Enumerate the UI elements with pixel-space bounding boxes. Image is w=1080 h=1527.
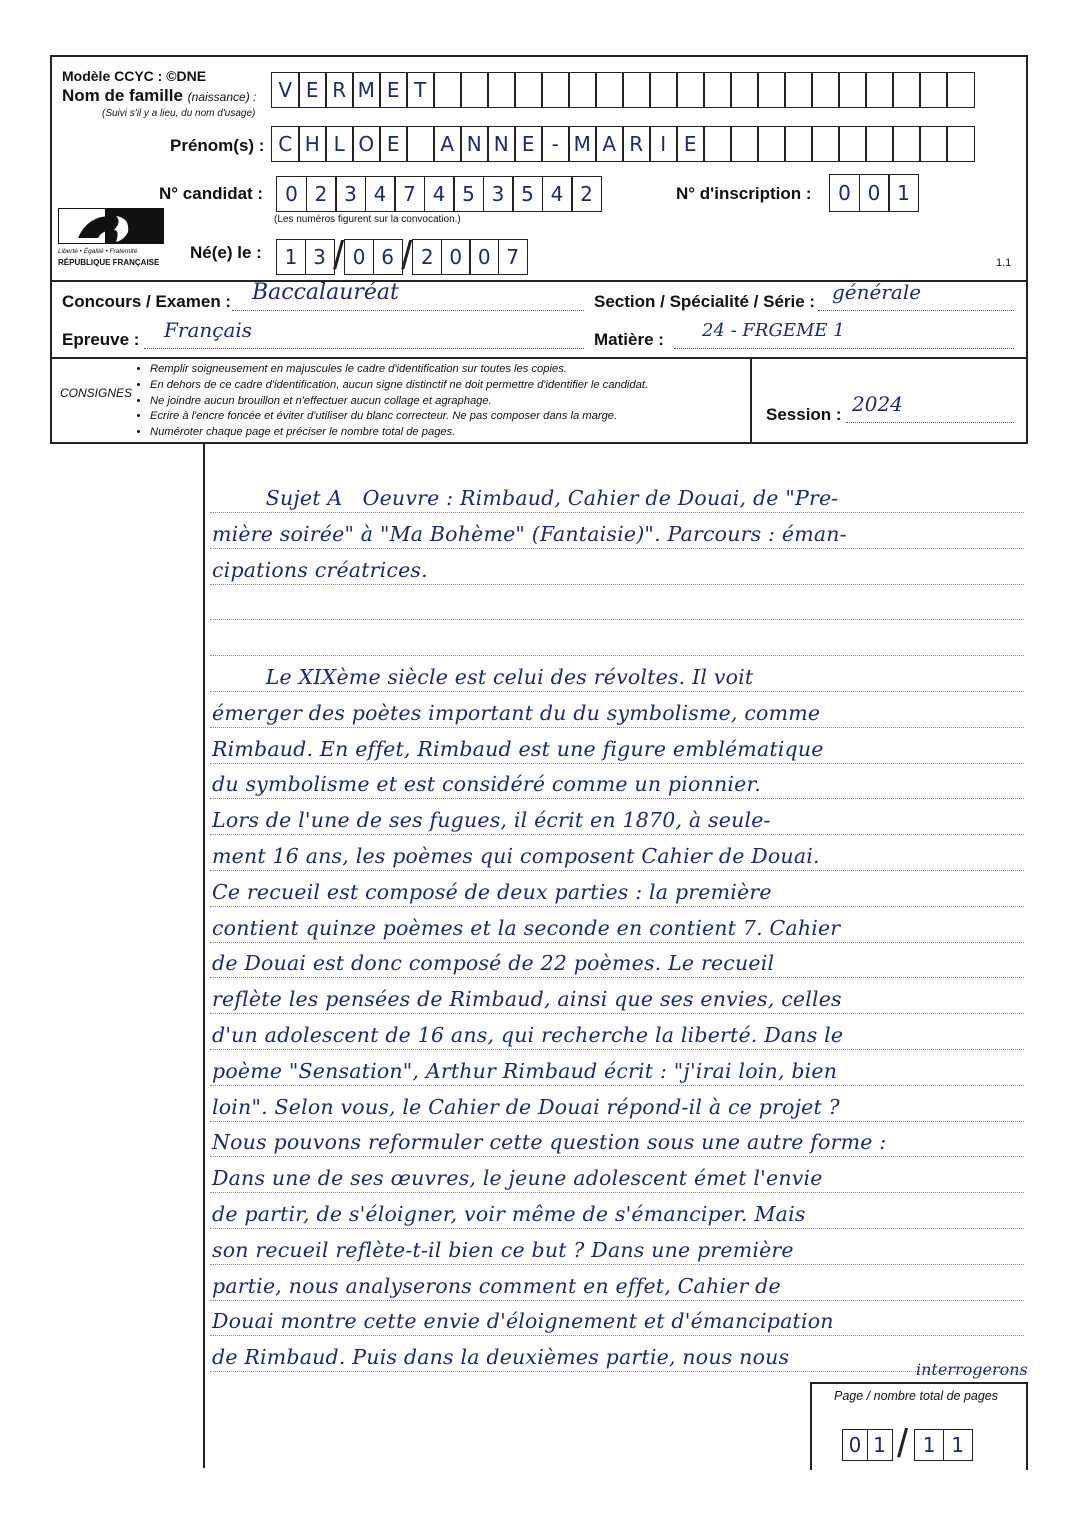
firstname-char-box[interactable] bbox=[406, 126, 435, 162]
consignes-divider bbox=[750, 357, 752, 444]
text-line bbox=[210, 1264, 1024, 1301]
firstname-char-box[interactable]: R bbox=[622, 126, 651, 162]
text-line bbox=[210, 512, 1024, 549]
family-name-boxes[interactable] bbox=[271, 72, 973, 108]
consigne-item: • Ne joindre aucun brouillon et n'effectuer aucun collage et agraphage. bbox=[150, 394, 648, 410]
family-name-char-box[interactable] bbox=[649, 72, 678, 108]
republic-logo bbox=[58, 208, 164, 244]
birth-month-box[interactable]: 6 bbox=[373, 239, 403, 275]
family-name-char-box[interactable]: M bbox=[352, 72, 381, 108]
text-line bbox=[210, 870, 1024, 907]
family-name-char-box[interactable] bbox=[892, 72, 921, 108]
text-line-content: d'un adolescent de 16 ans, qui recherche la liberté. Dans le bbox=[212, 1023, 844, 1047]
text-line-content: reflète les pensées de Rimbaud, ainsi que ses envies, celles bbox=[212, 987, 842, 1012]
form-version: 1.1 bbox=[996, 257, 1012, 269]
text-line-content: Rimbaud. En effet, Rimbaud est une figure emblématique bbox=[212, 736, 824, 761]
text-line-content: Sujet A Oeuvre : Rimbaud, Cahier de Douai, de "Pre- bbox=[212, 486, 839, 510]
page-counter-label: Page / nombre total de pages bbox=[834, 1389, 999, 1403]
total-pages-box[interactable]: 1 bbox=[943, 1429, 973, 1461]
birthdate-label: Né(e) le : bbox=[190, 243, 262, 262]
family-name-char-box[interactable] bbox=[568, 72, 597, 108]
firstname-char-box[interactable] bbox=[757, 126, 786, 162]
candidate-char-box[interactable]: 3 bbox=[335, 176, 366, 212]
firstname-char-box[interactable] bbox=[811, 126, 840, 162]
candidate-char-box[interactable]: 5 bbox=[453, 176, 484, 212]
text-line bbox=[210, 798, 1024, 835]
family-name-char-box[interactable]: V bbox=[271, 72, 300, 108]
text-line bbox=[210, 691, 1024, 728]
text-line-content: Lors de l'une de ses fugues, il écrit en 1870, à seule- bbox=[212, 808, 771, 833]
family-name-char-box[interactable]: T bbox=[406, 72, 435, 108]
candidate-note: (Les numéros figurent sur la convocation.) bbox=[274, 214, 461, 225]
left-margin-line bbox=[203, 444, 205, 1468]
text-line-content: ment 16 ans, les poèmes qui composent Cahier de Douai. bbox=[212, 844, 820, 868]
page-number-box[interactable]: 1 bbox=[867, 1429, 893, 1461]
inscription-char-box[interactable]: 1 bbox=[888, 174, 919, 212]
text-line-content: Le XIXème siècle est celui des révoltes. Il voit bbox=[212, 665, 754, 689]
consigne-item: • Numéroter chaque page et préciser le nombre total de pages. bbox=[150, 425, 648, 441]
text-line-content: mière soirée" à "Ma Bohème" (Fantaisie)". Parcours : éman- bbox=[212, 521, 847, 546]
consigne-item: • Ecrire à l'encre foncée et éviter d'utiliser du blanc correcteur. Ne pas composer dans la marge. bbox=[150, 409, 648, 425]
family-name-sublabel: (Suivi s'il y a lieu, du nom d'usage) bbox=[102, 108, 256, 119]
firstname-char-box[interactable]: L bbox=[325, 126, 354, 162]
total-pages-box[interactable]: 1 bbox=[914, 1429, 944, 1461]
family-name-char-box[interactable] bbox=[757, 72, 786, 108]
candidate-char-box[interactable]: 4 bbox=[542, 176, 573, 212]
family-name-char-box[interactable] bbox=[595, 72, 624, 108]
text-line bbox=[210, 941, 1024, 978]
text-line bbox=[210, 1335, 1024, 1372]
family-name-char-box[interactable] bbox=[730, 72, 759, 108]
family-name-char-box[interactable]: E bbox=[298, 72, 327, 108]
firstname-char-box[interactable] bbox=[946, 126, 975, 162]
text-line bbox=[210, 1085, 1024, 1122]
text-line-content: partie, nous analyserons comment en effet, Cahier de bbox=[212, 1273, 781, 1298]
family-name-char-box[interactable] bbox=[676, 72, 705, 108]
text-line bbox=[210, 1049, 1024, 1086]
candidate-char-box[interactable]: 2 bbox=[571, 176, 602, 212]
text-line-content: de Rimbaud. Puis dans la deuxièmes partie, nous nous bbox=[212, 1345, 790, 1370]
firstname-char-box[interactable] bbox=[838, 126, 867, 162]
text-line-content: contient quinze poèmes et la seconde en contient 7. Cahier bbox=[212, 915, 841, 940]
firstname-char-box[interactable]: M bbox=[568, 126, 597, 162]
family-name-char-box[interactable] bbox=[460, 72, 489, 108]
family-name-char-box[interactable] bbox=[541, 72, 570, 108]
text-line-content: Dans une de ses œuvres, le jeune adolescent émet l'envie bbox=[212, 1166, 823, 1191]
firstname-char-box[interactable]: E bbox=[379, 126, 408, 162]
consignes-list bbox=[136, 362, 648, 441]
epreuve-field[interactable]: Français bbox=[144, 324, 584, 349]
text-line bbox=[210, 476, 1024, 513]
overflow-word: interrogerons bbox=[916, 1360, 1028, 1379]
firstname-char-box[interactable]: - bbox=[541, 126, 570, 162]
candidate-char-box[interactable]: 3 bbox=[483, 176, 514, 212]
date-separator: / bbox=[401, 234, 413, 278]
inscription-number-boxes[interactable] bbox=[829, 174, 918, 212]
epreuve-label: Epreuve : bbox=[62, 330, 140, 349]
candidate-number-boxes[interactable] bbox=[276, 176, 601, 212]
birth-year-box[interactable]: 2 bbox=[412, 239, 442, 275]
candidate-char-box[interactable]: 4 bbox=[365, 176, 396, 212]
text-line-content: du symbolisme et est considéré comme un pionnier. bbox=[212, 772, 761, 797]
birth-month-box[interactable]: 0 bbox=[344, 239, 374, 275]
firstname-boxes[interactable] bbox=[271, 126, 973, 162]
family-name-char-box[interactable]: R bbox=[325, 72, 354, 108]
birthdate-field[interactable] bbox=[276, 234, 526, 279]
session-label: Session : bbox=[766, 405, 842, 424]
page-counter[interactable] bbox=[842, 1422, 971, 1467]
firstname-char-box[interactable]: N bbox=[487, 126, 516, 162]
firstname-char-box[interactable]: E bbox=[676, 126, 705, 162]
family-name-char-box[interactable] bbox=[919, 72, 948, 108]
family-name-char-box[interactable] bbox=[838, 72, 867, 108]
text-line-content: loin". Selon vous, le Cahier de Douai répond-il à ce projet ? bbox=[212, 1094, 840, 1119]
firstname-char-box[interactable] bbox=[919, 126, 948, 162]
firstname-char-box[interactable]: H bbox=[298, 126, 327, 162]
firstname-label: Prénom(s) : bbox=[170, 136, 265, 155]
inscription-char-box[interactable]: 0 bbox=[859, 174, 890, 212]
text-line-content: émerger des poètes important du du symbolisme, comme bbox=[212, 700, 821, 725]
family-name-char-box[interactable] bbox=[622, 72, 651, 108]
text-line bbox=[210, 619, 1024, 656]
text-line-content: poème "Sensation", Arthur Rimbaud écrit : "j'irai loin, bien bbox=[212, 1058, 838, 1083]
firstname-char-box[interactable] bbox=[865, 126, 894, 162]
consigne-item: • Remplir soigneusement en majuscules le cadre d'identification sur toutes les copies. bbox=[150, 362, 648, 378]
family-name-char-box[interactable] bbox=[514, 72, 543, 108]
firstname-char-box[interactable] bbox=[730, 126, 759, 162]
model-label: Modèle CCYC : ©DNE bbox=[62, 68, 207, 84]
firstname-char-box[interactable]: N bbox=[460, 126, 489, 162]
text-line bbox=[210, 583, 1024, 620]
republic-name: RÉPUBLIQUE FRANÇAISE bbox=[58, 258, 160, 267]
firstname-char-box[interactable]: E bbox=[514, 126, 543, 162]
family-name-char-box[interactable] bbox=[946, 72, 975, 108]
birth-year-box[interactable]: 7 bbox=[498, 239, 528, 275]
firstname-char-box[interactable]: A bbox=[595, 126, 624, 162]
text-line-content: de Douai est donc composé de 22 poèmes. Le recueil bbox=[212, 951, 775, 976]
candidate-char-box[interactable]: 4 bbox=[424, 176, 455, 212]
birth-year-box[interactable]: 0 bbox=[441, 239, 471, 275]
consignes-title: CONSIGNES bbox=[60, 386, 133, 400]
concours-field[interactable]: Baccalauréat bbox=[232, 286, 584, 311]
birth-day-box[interactable]: 1 bbox=[276, 239, 306, 275]
text-line bbox=[210, 1192, 1024, 1229]
concours-label: Concours / Examen : bbox=[62, 292, 232, 311]
firstname-char-box[interactable]: A bbox=[433, 126, 462, 162]
birth-year-box[interactable]: 0 bbox=[469, 239, 499, 275]
text-line-content: son recueil reflète-t-il bien ce but ? Dans une première bbox=[212, 1237, 794, 1262]
text-line bbox=[210, 655, 1024, 692]
family-name-char-box[interactable] bbox=[703, 72, 732, 108]
inscription-char-box[interactable]: 0 bbox=[829, 174, 860, 212]
section-field[interactable]: générale bbox=[818, 286, 1014, 311]
text-line bbox=[210, 1013, 1024, 1050]
firstname-char-box[interactable] bbox=[784, 126, 813, 162]
date-separator: / bbox=[333, 234, 345, 278]
text-line-content: Nous pouvons reformuler cette question sous une autre forme : bbox=[212, 1130, 887, 1155]
text-line bbox=[210, 906, 1024, 943]
family-name-char-box[interactable] bbox=[433, 72, 462, 108]
text-line bbox=[210, 977, 1024, 1014]
text-line bbox=[210, 727, 1024, 764]
matiere-label: Matière : bbox=[594, 330, 664, 349]
text-line-content: de partir, de s'éloigner, voir même de s'émanciper. Mais bbox=[212, 1202, 806, 1226]
candidate-char-box[interactable]: 2 bbox=[306, 176, 337, 212]
text-line bbox=[210, 1120, 1024, 1157]
text-line bbox=[210, 1228, 1024, 1265]
text-line bbox=[210, 1299, 1024, 1336]
candidate-char-box[interactable]: 7 bbox=[394, 176, 425, 212]
firstname-char-box[interactable]: O bbox=[352, 126, 381, 162]
firstname-char-box[interactable]: I bbox=[649, 126, 678, 162]
family-name-label: Nom de famille (naissance) : bbox=[62, 86, 257, 105]
text-line-content: cipations créatrices. bbox=[212, 557, 428, 582]
birth-day-box[interactable]: 3 bbox=[305, 239, 335, 275]
session-field[interactable]: 2024 bbox=[846, 398, 1014, 423]
family-name-char-box[interactable] bbox=[487, 72, 516, 108]
candidate-char-box[interactable]: 5 bbox=[512, 176, 543, 212]
matiere-field[interactable]: 24 - FRGEME 1 bbox=[674, 324, 1014, 349]
family-name-char-box[interactable] bbox=[784, 72, 813, 108]
inscription-label: N° d'inscription : bbox=[676, 184, 812, 203]
text-line-content: Ce recueil est composé de deux parties : la première bbox=[212, 879, 772, 904]
page-separator: / bbox=[897, 1422, 909, 1466]
family-name-char-box[interactable] bbox=[865, 72, 894, 108]
text-line-content: Douai montre cette envie d'éloignement et d'émancipation bbox=[212, 1309, 834, 1334]
marianne-icon bbox=[58, 208, 164, 244]
text-line bbox=[210, 762, 1024, 799]
candidate-label: N° candidat : bbox=[159, 184, 264, 203]
consigne-item: • En dehors de ce cadre d'identification, aucun signe distinctif ne doit permettre d'identifier le candidat. bbox=[150, 378, 648, 394]
page-number-box[interactable]: 0 bbox=[842, 1429, 868, 1461]
text-line bbox=[210, 548, 1024, 585]
firstname-char-box[interactable] bbox=[703, 126, 732, 162]
family-name-char-box[interactable] bbox=[811, 72, 840, 108]
family-name-char-box[interactable]: E bbox=[379, 72, 408, 108]
republic-motto: Liberté • Égalité • Fraternité bbox=[58, 248, 138, 255]
text-line bbox=[210, 834, 1024, 871]
firstname-char-box[interactable] bbox=[892, 126, 921, 162]
candidate-char-box[interactable]: 0 bbox=[276, 176, 307, 212]
section-label: Section / Spécialité / Série : bbox=[594, 292, 816, 311]
text-line bbox=[210, 1156, 1024, 1193]
firstname-char-box[interactable]: C bbox=[271, 126, 300, 162]
